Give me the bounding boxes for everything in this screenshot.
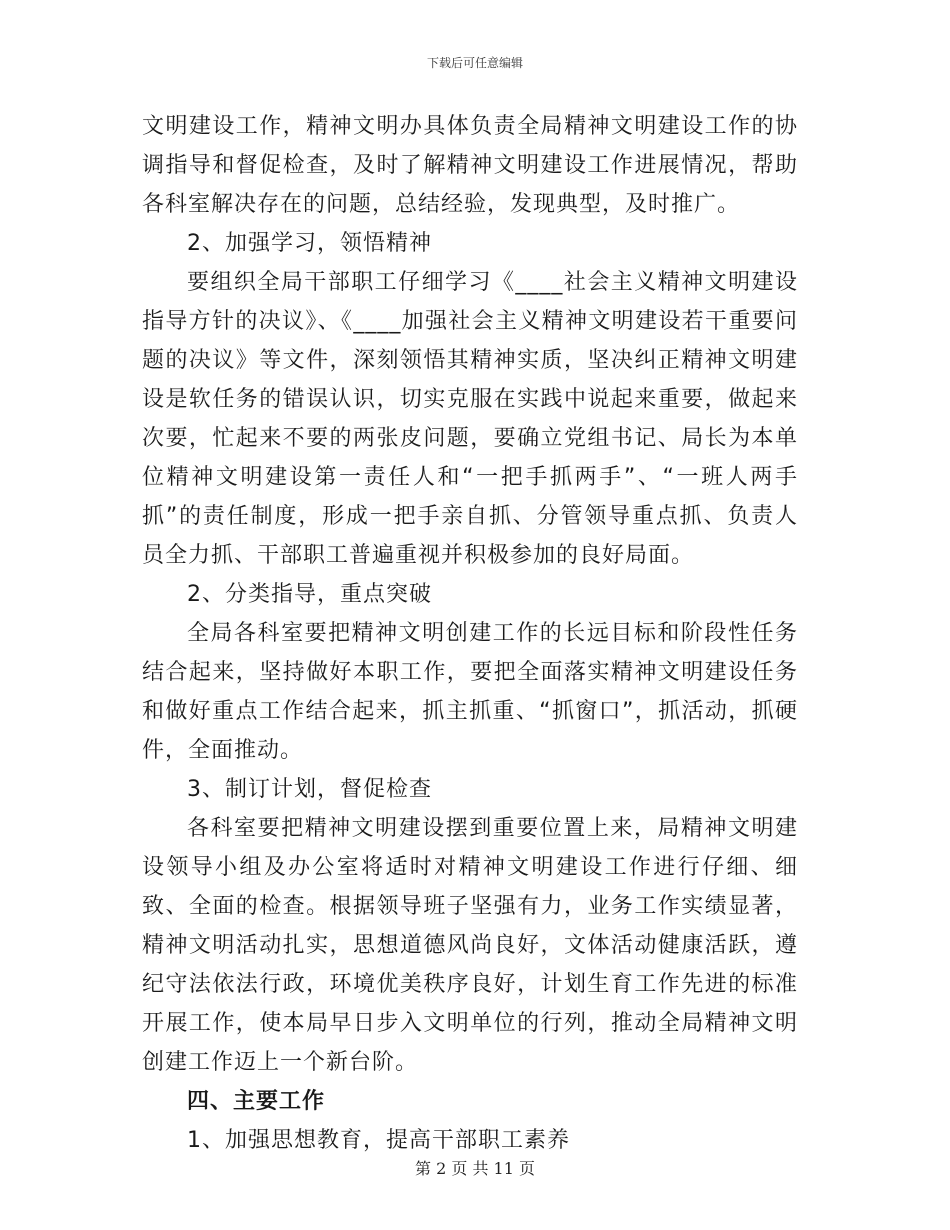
section-heading-education: 1、加强思想教育，提高干部职工素养 bbox=[187, 1128, 570, 1153]
paragraph-guidance: 全局各科室要把精神文明创建工作的长远目标和阶段性任务结合起来，坚持做好本职工作，要把全面落实精神文明建设任务和做好重点工作结合起来，抓主抓重、“抓窗口”，抓活动，抓硬件，全面推动。 bbox=[142, 621, 798, 763]
chapter-heading-main-work: 四、主要工作 bbox=[187, 1089, 326, 1114]
section-heading-guidance: 2、分类指导，重点突破 bbox=[187, 582, 432, 607]
paragraph-continuation: 文明建设工作，精神文明办具体负责全局精神文明建设工作的协调指导和督促检查，及时了解精神文明建设工作进展情况，帮助各科室解决存在的问题，总结经验，发现典型，及时推广。 bbox=[142, 114, 798, 217]
document-body bbox=[142, 107, 798, 1160]
section-heading-plan: 3、制订计划，督促检查 bbox=[187, 777, 432, 802]
section-heading-study: 2、加强学习，领悟精神 bbox=[187, 231, 432, 256]
paragraph-plan: 各科室要把精神文明建设摆到重要位置上来，局精神文明建设领导小组及办公室将适时对精神文明建设工作进行仔细、细致、全面的检查。根据领导班子坚强有力，业务工作实绩显著，精神文明活动扎实，思想道德风尚良好，文体活动健康活跃，遵纪守法依法行政，环境优美秩序良好，计划生育工作先进的标准开展工作，使本局早日步入文明单位的行列，推动全局精神文明创建工作迈上一个新台阶。 bbox=[142, 816, 798, 1075]
header-note: 下载后可任意编辑 bbox=[426, 56, 523, 70]
paragraph-study: 要组织全局干部职工仔细学习《____社会主义精神文明建设指导方针的决议》、《____加强社会主义精神文明建设若干重要问题的决议》等文件，深刻领悟其精神实质，坚决纠正精神文明建设是软任务的错误认识，切实克服在实践中说起来重要，做起来次要，忙起来不要的两张皮问题，要确立党组书记、局长为本单位精神文明建设第一责任人和“一把手抓两手”、“一班人两手抓”的责任制度，形成一把手亲自抓、分管领导重点抓、负责人员全力抓、干部职工普遍重视并积极参加的良好局面。 bbox=[142, 270, 798, 568]
page-number: 第 2 页 共 11 页 bbox=[415, 1159, 535, 1178]
